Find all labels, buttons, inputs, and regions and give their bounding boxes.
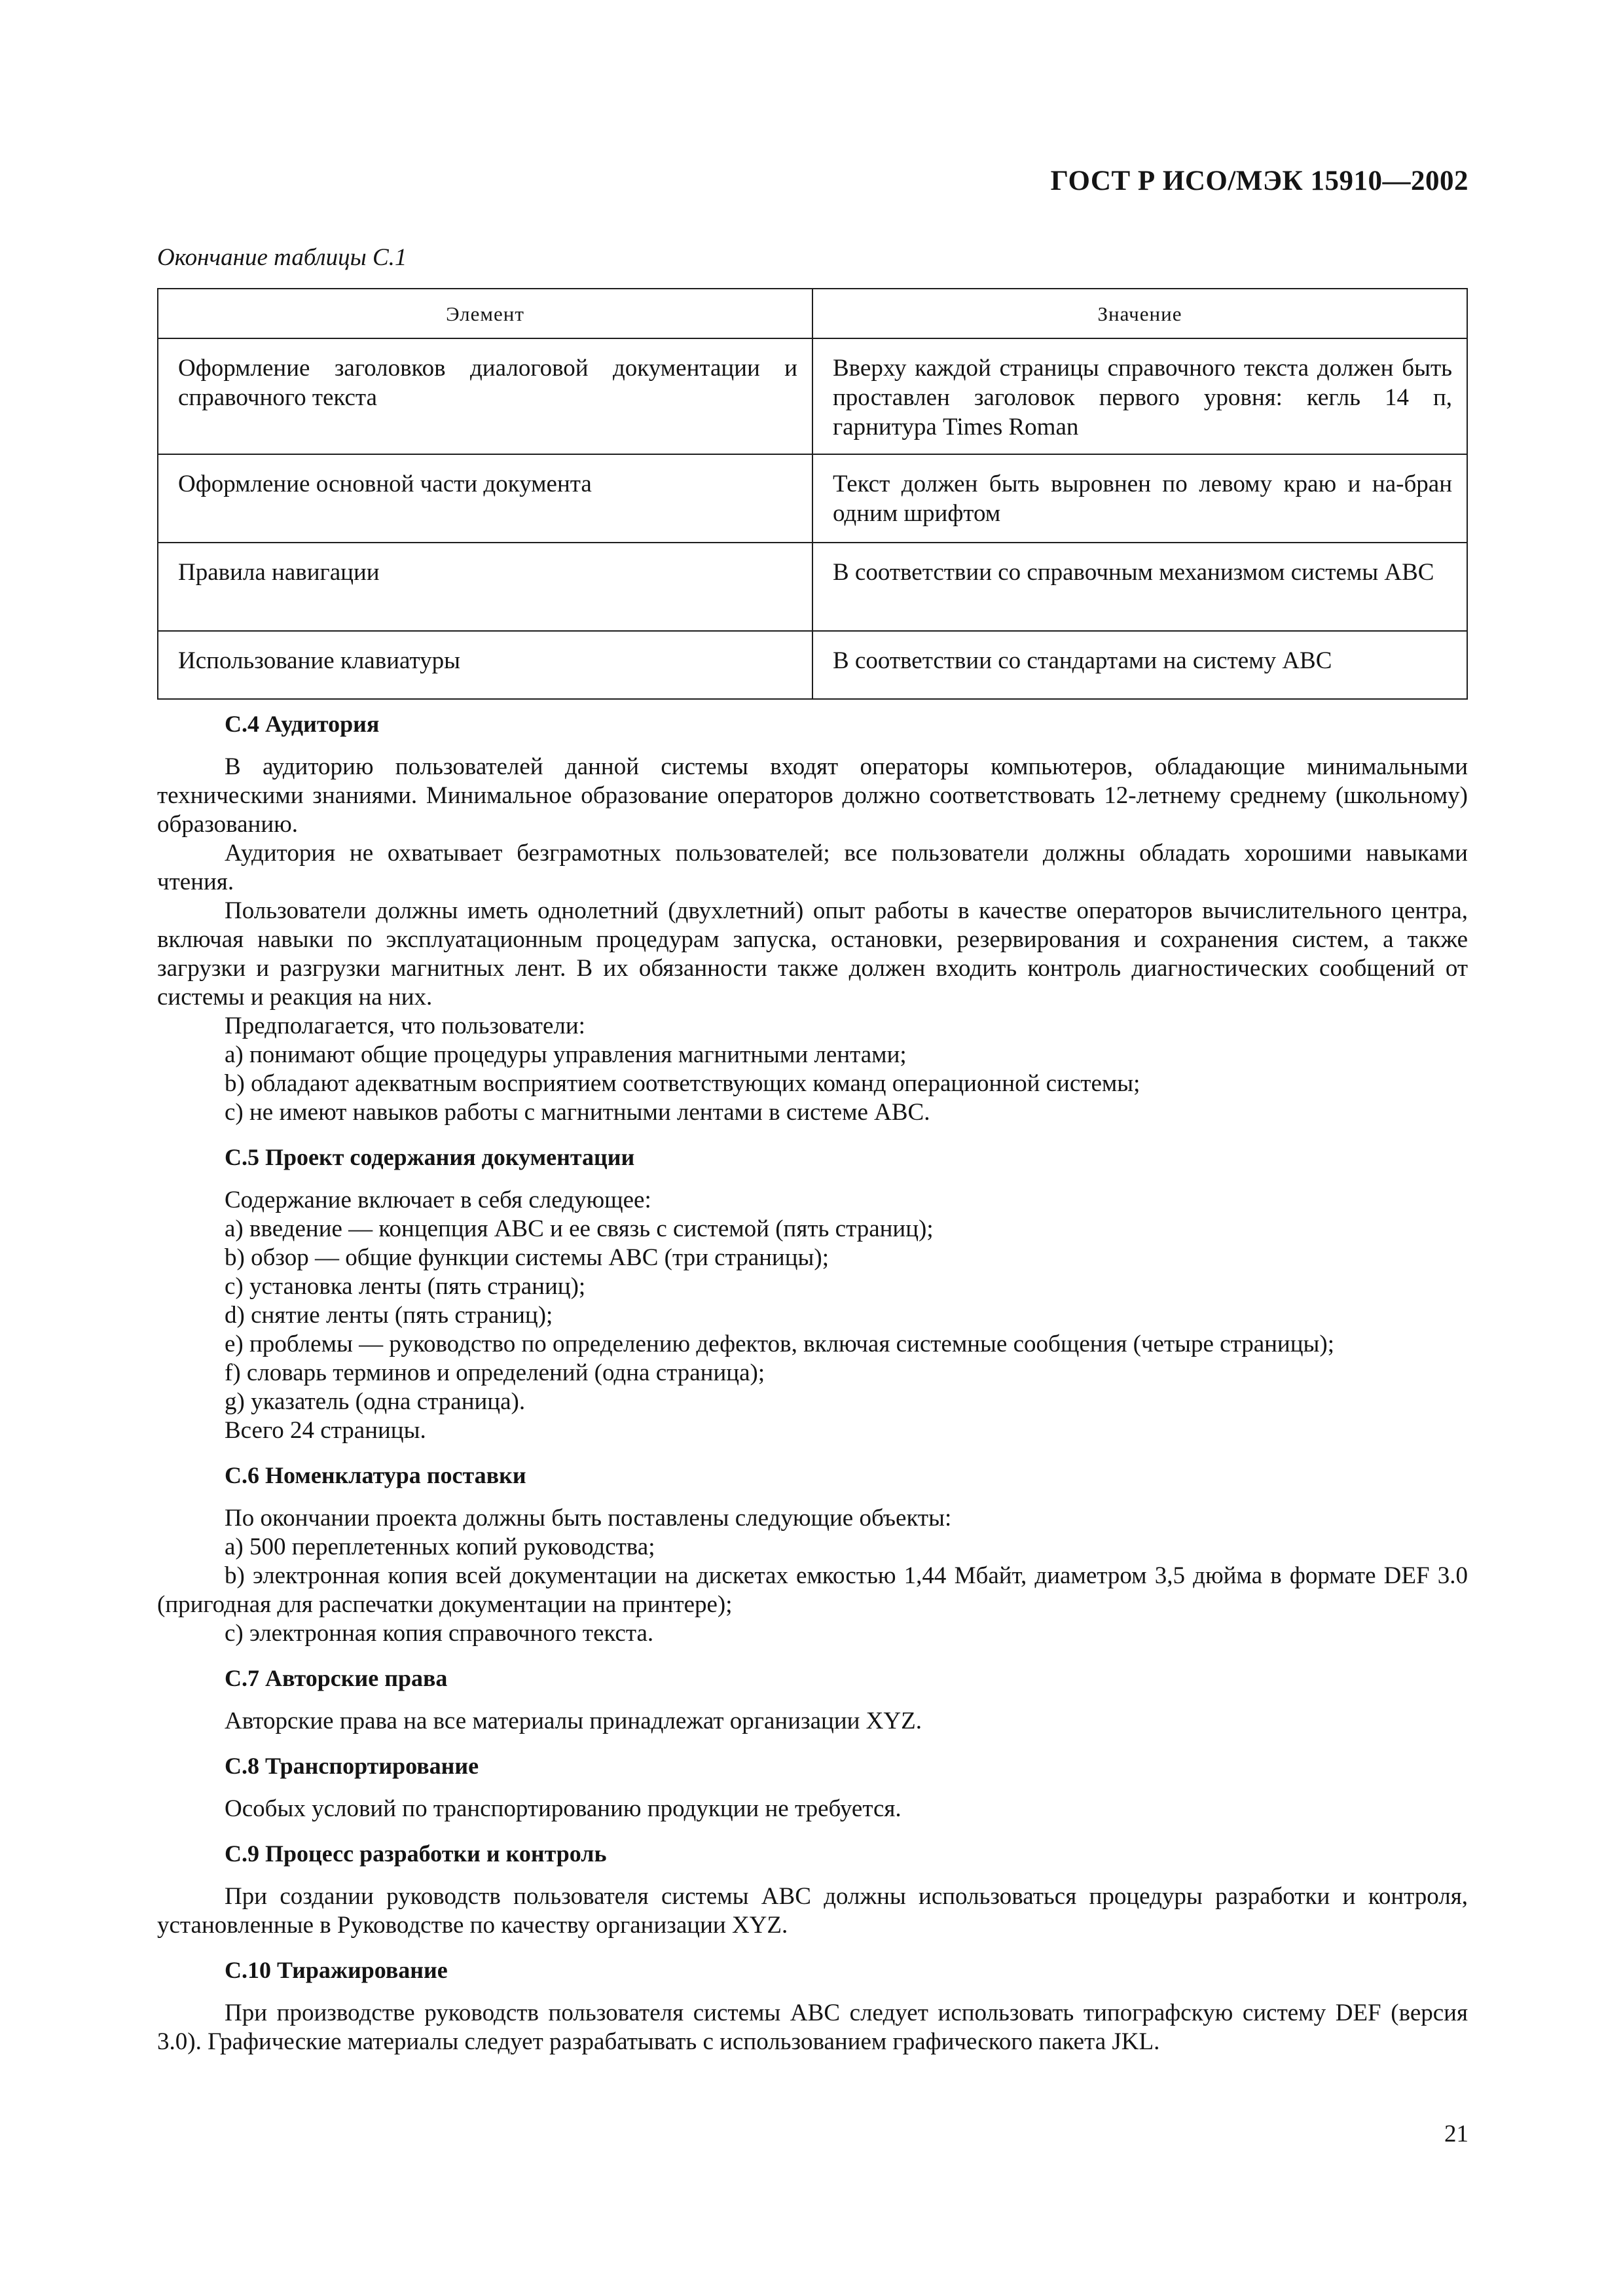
section-title: С.7 Авторские права [225,1665,448,1691]
table-row [158,631,1467,699]
list-item: с) установка ленты (пять страниц); [225,1273,586,1300]
paragraph: Авторские права на все материалы принадлежат организации XYZ. [225,1708,922,1734]
list-item: а) 500 переплетенных копий руководства; [225,1534,655,1560]
list-item: с) электронная копия справочного текста. [225,1620,654,1647]
paragraph: Всего 24 страницы. [225,1417,426,1444]
table-row [158,454,1467,543]
paragraph: При создании руководств пользователя системы АВС должны использоваться процедуры разработки и контроля, установленные в Руководстве по качеству организации XYZ. [157,1883,1468,1939]
paragraph: Пользователи должны иметь однолетний (двухлетний) опыт работы в качестве операторов вычислительного центра, включая навыки по эксплуатационным процедурам запуска, остановки, резервирования и сохранения систем, а также загрузки и разгрузки магнитных лент. В их обязанности также должен входить контроль диагностических сообщений от системы и реакция на них. [157,897,1468,1011]
paragraph: По окончании проекта должны быть поставлены следующие объекты: [225,1505,952,1532]
section-title: С.6 Номенклатура поставки [225,1462,526,1488]
document-body [157,709,1468,2056]
paragraph: При производстве руководств пользователя системы АВС следует использовать типографскую систему DEF (версия 3.0). Графические материалы следует разрабатывать с использованием графического пакета JKL. [157,2000,1468,2055]
section-title: С.9 Процесс разработки и контроль [225,1840,607,1867]
table-cell: Оформление заголовков диалоговой документации и справочного текста [158,338,812,454]
list-item: d) снятие ленты (пять страниц); [225,1302,553,1329]
table-cell: В соответствии со справочным механизмом системы АВС [812,543,1467,631]
table-cell: Текст должен быть выровнен по левому краю и на-бран одним шрифтом [812,454,1467,543]
table-cell: Правила навигации [158,543,812,631]
table-cell: В соответствии со стандартами на систему АВС [812,631,1467,699]
paragraph: В аудиторию пользователей данной системы входят операторы компьютеров, обладающие минимальными техническими знаниями. Минимальное образование операторов должно соответствовать 12-летнему среднему (школьному) образованию. [157,753,1468,838]
paragraph: Предполагается, что пользователи: [225,1013,585,1039]
column-header-element: Элемент [158,289,812,338]
table-cell: Использование клавиатуры [158,631,812,699]
list-item: b) обзор — общие функции системы АВС (три страницы); [225,1244,829,1271]
list-item: а) введение — концепция АВС и ее связь с системой (пять страниц); [225,1215,934,1242]
table-header-row [158,289,1467,338]
table-cell: Оформление основной части документа [158,454,812,543]
column-header-value: Значение [812,289,1467,338]
list-item: с) не имеют навыков работы с магнитными лентами в системе АВС. [225,1099,930,1126]
section-title: С.8 Транспортирование [225,1753,479,1779]
table-caption: Окончание таблицы С.1 [157,244,407,271]
section-title: С.5 Проект содержания документации [225,1144,635,1170]
spec-table [157,288,1468,700]
list-item: а) понимают общие процедуры управления магнитными лентами; [225,1041,907,1068]
standard-header: ГОСТ Р ИСО/МЭК 15910—2002 [1050,166,1468,196]
paragraph: Аудитория не охватывает безграмотных пользователей; все пользователи должны обладать хорошими навыками чтения. [157,840,1468,895]
table-cell: Вверху каждой страницы справочного текста должен быть проставлен заголовок первого уровня: кегль 14 п, гарнитура Times Roman [812,338,1467,454]
list-item: f) словарь терминов и определений (одна страница); [225,1359,765,1386]
table-row [158,543,1467,631]
paragraph: Особых условий по транспортированию продукции не требуется. [225,1795,902,1822]
paragraph: Содержание включает в себя следующее: [225,1187,651,1213]
table-row [158,338,1467,454]
page-number: 21 [1444,2121,1468,2147]
list-item: g) указатель (одна страница). [225,1388,526,1415]
list-item: b) обладают адекватным восприятием соответствующих команд операционной системы; [225,1070,1140,1097]
list-item: b) электронная копия всей документации на дискетах емкостью 1,44 Мбайт, диаметром 3,5 дюйма в формате DEF 3.0 (пригодная для распечатки документации на принтере); [157,1562,1468,1618]
section-title: С.10 Тиражирование [225,1957,448,1983]
list-item: е) проблемы — руководство по определению дефектов, включая системные сообщения (четыре страницы); [225,1331,1334,1357]
section-title: С.4 Аудитория [225,711,380,737]
